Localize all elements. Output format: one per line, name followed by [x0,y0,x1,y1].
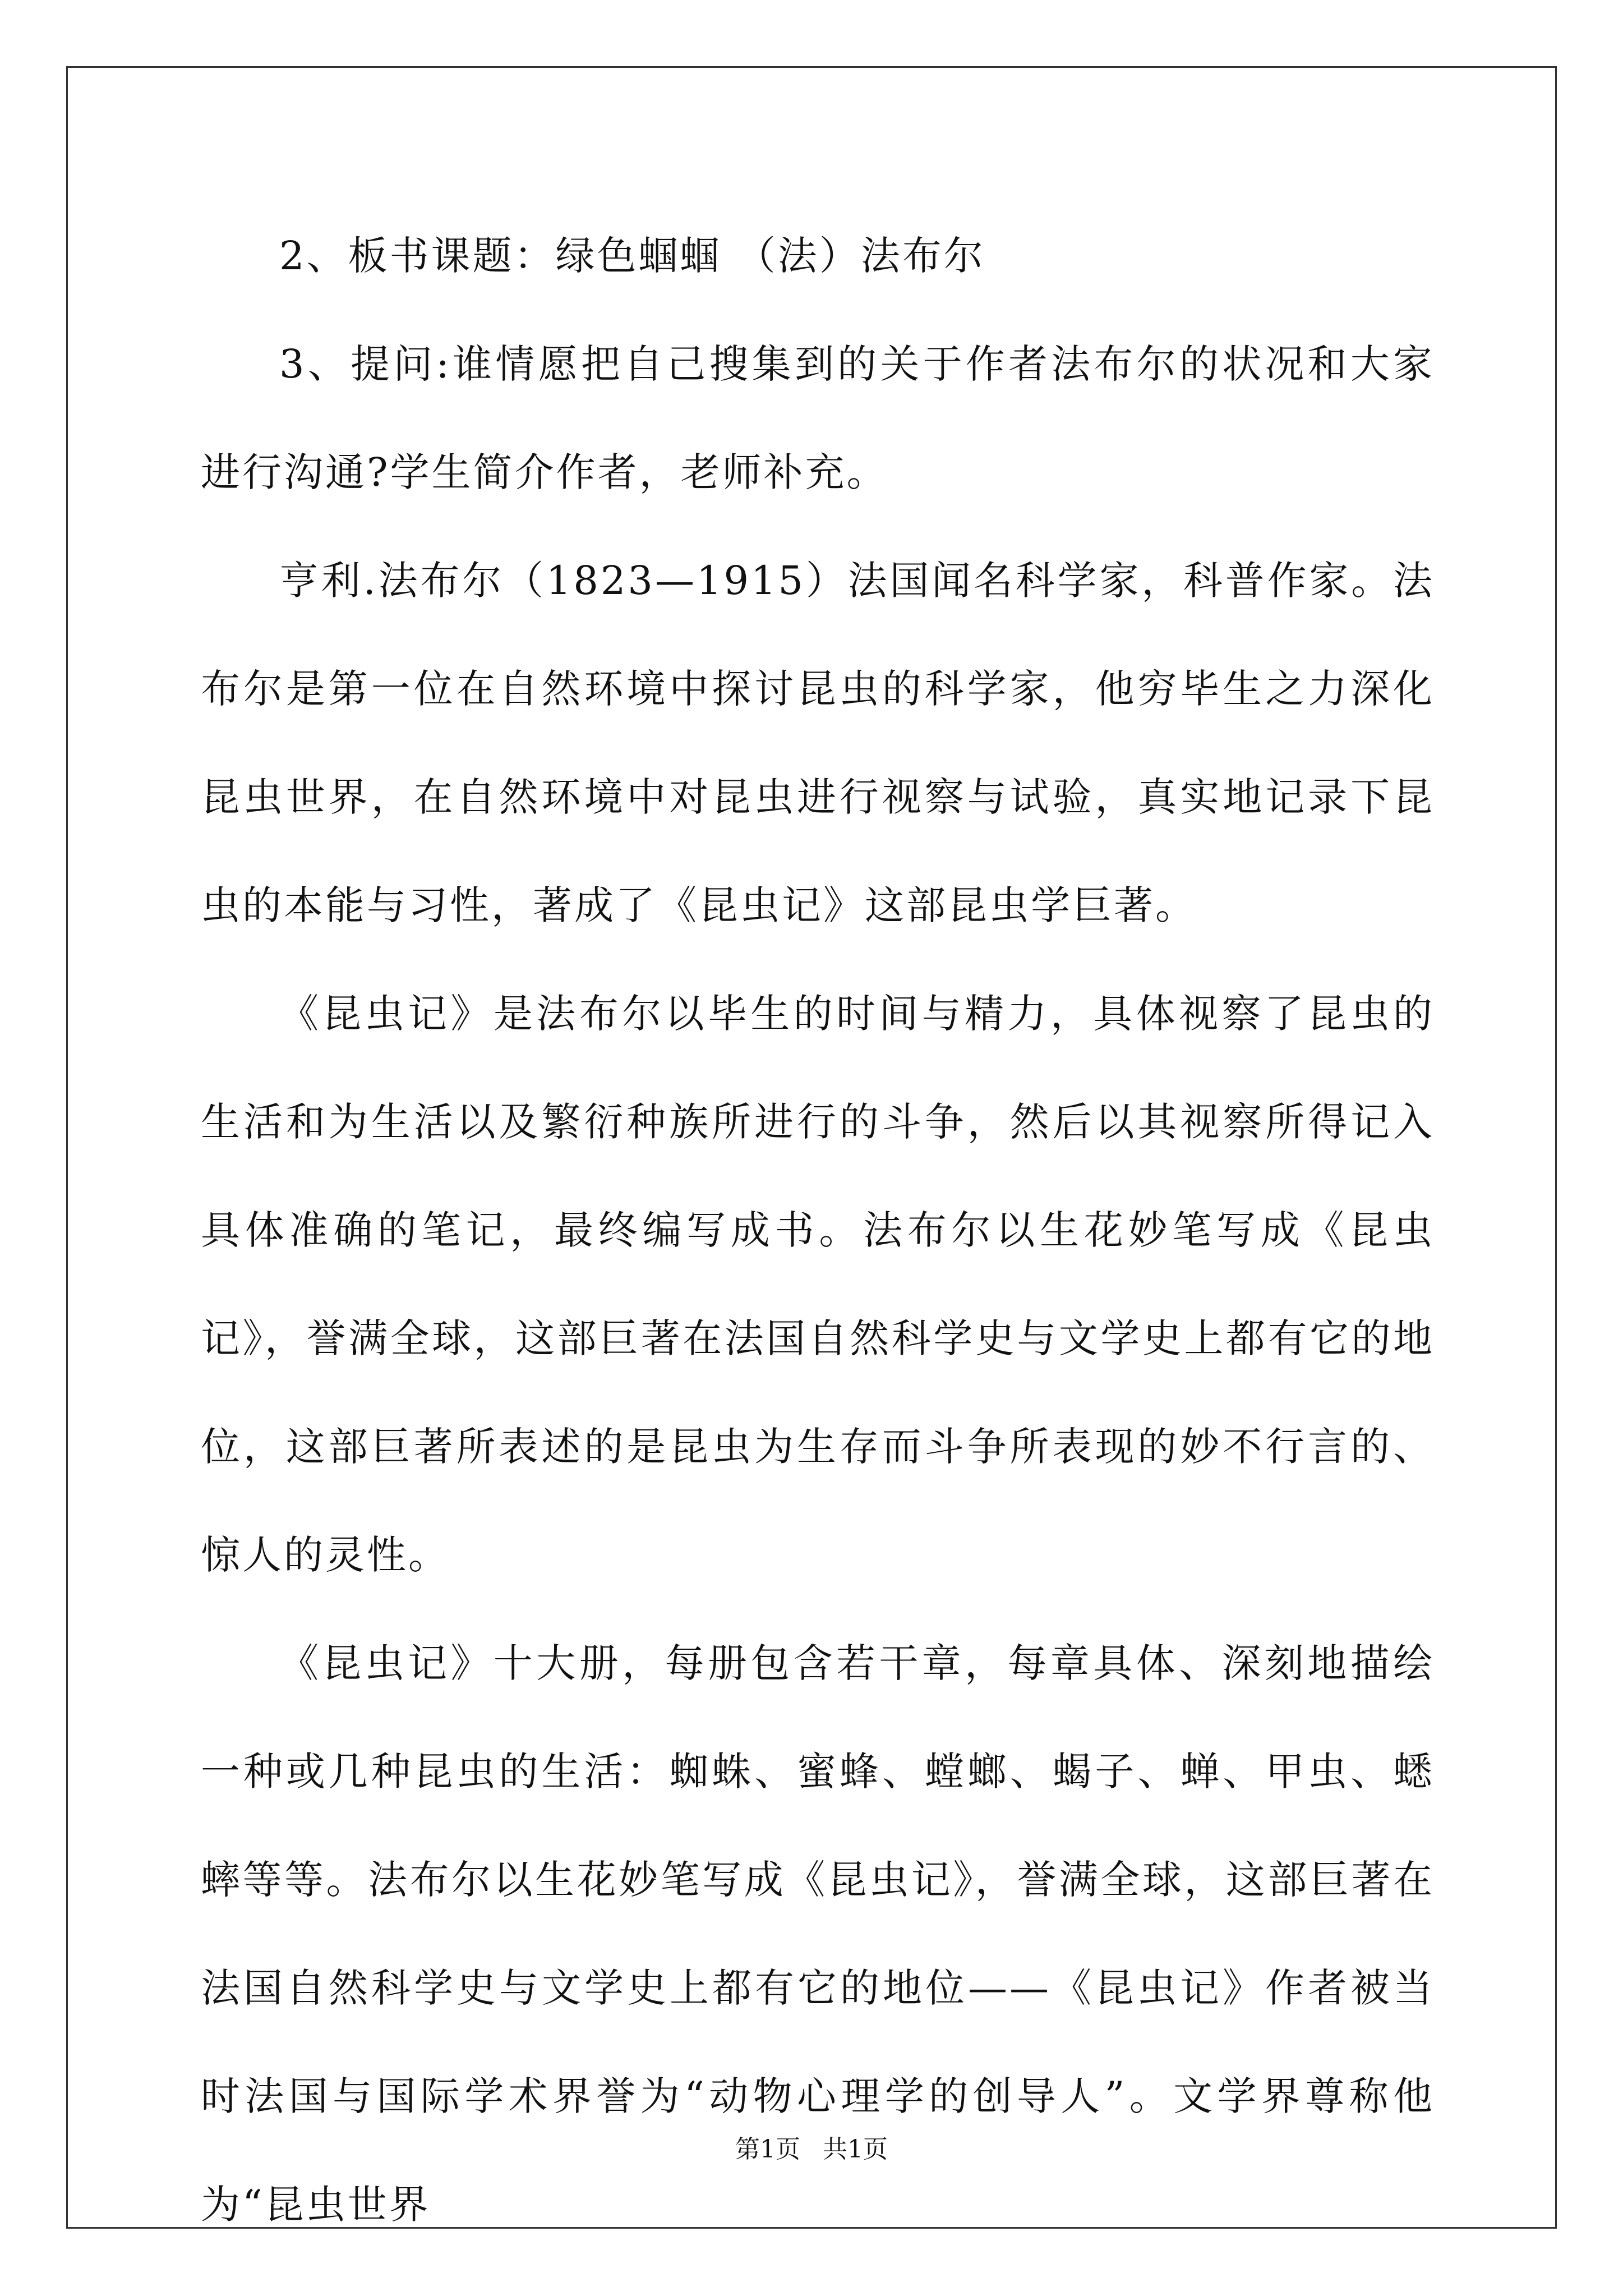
page-number-current: 第1页 [735,2135,800,2164]
paragraph-2: 3、提问:谁情愿把自己搜集到的关于作者法布尔的状况和大家进行沟通?学生简介作者，老师补充。 [201,341,1435,495]
paragraph-1: 2、板书课题：绿色蝈蝈 （法）法布尔 [279,233,985,279]
paragraph-4: 《昆虫记》是法布尔以毕生的时间与精力，具体视察了昆虫的生活和为生活以及繁衍种族所进行的斗争，然后以其视察所得记入具体准确的笔记，最终编写成书。法布尔以生花妙笔写成《昆虫记》，誉满全球，这部巨著在法国自然科学史与文学史上都有它的地位，这部巨著所表述的是昆虫为生存而斗争所表现的妙不行言的、惊人的灵性。 [201,991,1435,1578]
page-number-total: 共1页 [823,2135,888,2164]
document-body [201,202,1435,2259]
paragraph-3: 亨利.法布尔（1823—1915）法国闻名科学家，科普作家。法布尔是第一位在自然环境中探讨昆虫的科学家，他穷毕生之力深化昆虫世界，在自然环境中对昆虫进行视察与试验，真实地记录下昆虫的本能与习性，著成了《昆虫记》这部昆虫学巨著。 [201,558,1435,928]
page-footer [0,2129,1623,2165]
paragraph-5: 《昆虫记》十大册，每册包含若干章，每章具体、深刻地描绘一种或几种昆虫的生活：蜘蛛、蜜蜂、螳螂、蝎子、蝉、甲虫、蟋蟀等等。法布尔以生花妙笔写成《昆虫记》，誉满全球，这部巨著在法国自然科学史与文学史上都有它的地位——《昆虫记》作者被当时法国与国际学术界誉为“动物心理学的创导人”。文学界尊称他为“昆虫世界 [201,1640,1435,2228]
